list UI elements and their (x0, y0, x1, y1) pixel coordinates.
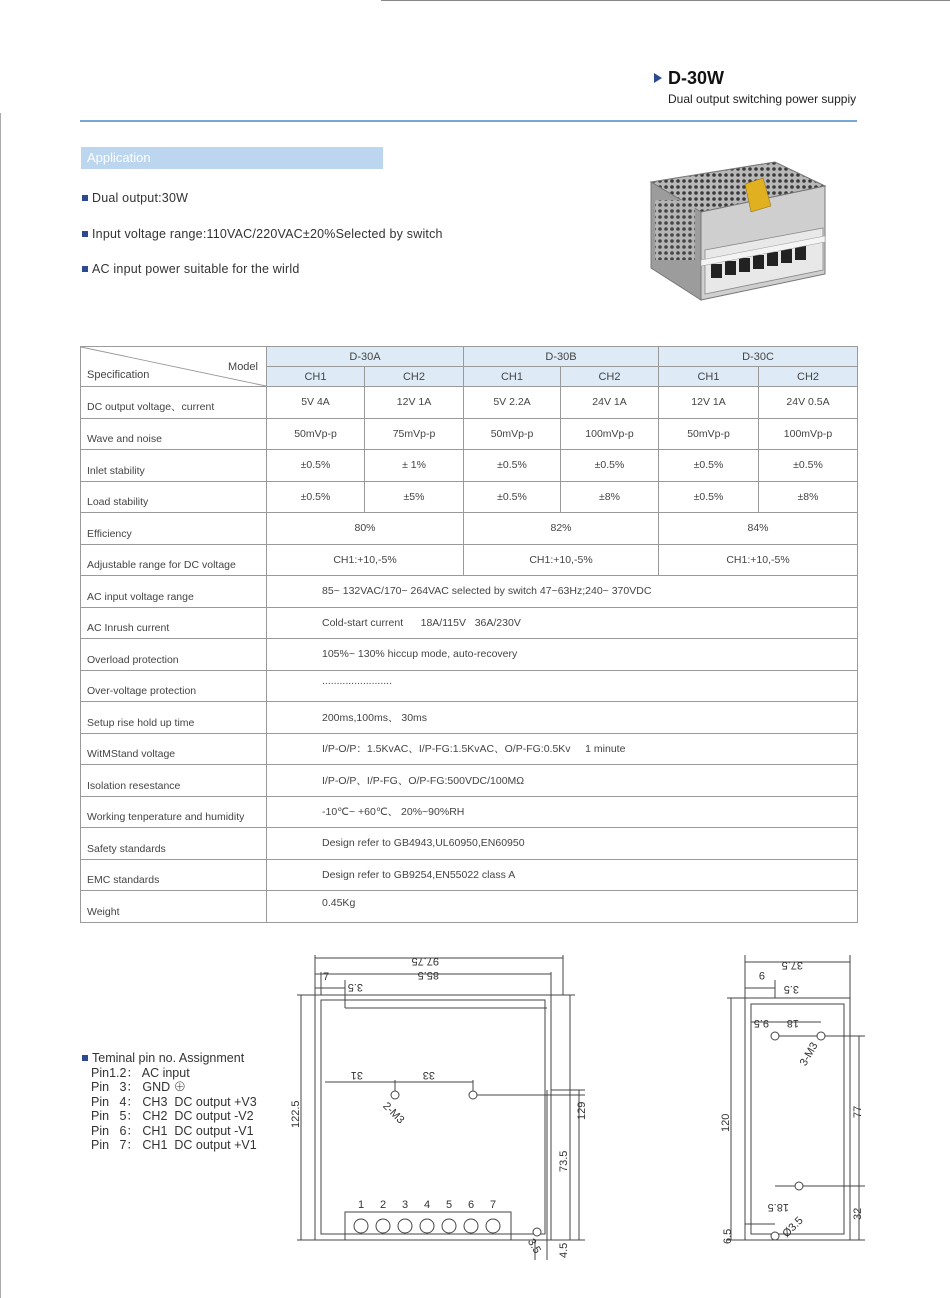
table-row (81, 576, 858, 608)
table-cell: 24V 1A (561, 387, 659, 419)
row-label: Adjustable range for DC voltage (81, 544, 267, 576)
row-label: Isolation resestance (81, 765, 267, 797)
terminal-number: 3 (402, 1199, 409, 1211)
table-row (81, 670, 858, 702)
dim-label: 37.5 (781, 959, 803, 971)
dim-label: 32 (852, 1207, 864, 1220)
dim-label: 7 (323, 971, 330, 983)
model-header: D-30C (659, 347, 858, 367)
title-triangle-icon (654, 73, 662, 83)
dim-label: 9.5 (753, 1017, 769, 1029)
model-header: D-30A (267, 347, 464, 367)
table-cell: 24V 0.5A (759, 387, 858, 419)
terminal-number: 6 (468, 1199, 475, 1211)
dim-label: 85.5 (417, 969, 439, 981)
table-row (81, 418, 858, 450)
table-cell: ±8% (759, 481, 858, 513)
dim-label: 77 (852, 1105, 864, 1118)
dim-label: 18.5 (767, 1201, 789, 1213)
row-label: Inlet stability (81, 450, 267, 482)
page-frame-top (381, 0, 950, 1)
application-bar (81, 147, 383, 169)
bullet-square-icon (82, 266, 88, 272)
dim-label: 18 (786, 1017, 799, 1029)
header-rule (80, 120, 857, 122)
bullet-item: AC input power suitable for the wirld (82, 262, 300, 276)
row-label: EMC standards (81, 859, 267, 891)
table-row (81, 859, 858, 891)
page-subtitle: Dual output switching power suppiy (668, 92, 857, 106)
table-cell: 50mVp-p (464, 418, 561, 450)
table-cell: ±0.5% (464, 481, 561, 513)
dim-label: 33 (422, 1069, 435, 1081)
terminal-number: 5 (446, 1199, 453, 1211)
table-cell: 50mVp-p (267, 418, 365, 450)
table-cell: 0.45Kg (267, 891, 858, 923)
table-cell: 200ms,100ms、 30ms (267, 702, 858, 734)
dim-label: Ø3.5 (780, 1214, 806, 1241)
row-label: Weight (81, 891, 267, 923)
pin-line: Pin 4： CH3 DC output +V3 (91, 1094, 257, 1109)
terminal-number: 7 (490, 1199, 497, 1211)
terminal-number: 4 (424, 1199, 431, 1211)
table-row (81, 733, 858, 765)
table-cell: CH1:+10,-5% (267, 544, 464, 576)
bullet-square-icon (82, 1055, 88, 1061)
side-mechanical-drawing (715, 950, 875, 1270)
table-cell: ±0.5% (267, 481, 365, 513)
table-cell: 85~ 132VAC/170~ 264VAC selected by switch 47~63Hz;240~ 370VDC (267, 576, 858, 608)
table-row (81, 481, 858, 513)
terminal-number: 2 (380, 1199, 387, 1211)
table-cell: Cold-start current 18A/115V 36A/230V (267, 607, 858, 639)
table-row (81, 702, 858, 734)
row-label: WitMStand voltage (81, 733, 267, 765)
table-row (81, 796, 858, 828)
table-cell: CH1:+10,-5% (464, 544, 659, 576)
dim-label: 3.5 (524, 1236, 543, 1256)
bullet-square-icon (82, 231, 88, 237)
pin-line: Pin 5： CH2 DC output -V2 (91, 1109, 254, 1123)
row-label: Overload protection (81, 639, 267, 671)
row-label: Safety standards (81, 828, 267, 860)
bullet-square-icon (82, 195, 88, 201)
row-label: Wave and noise (81, 418, 267, 450)
spec-header-corner (81, 347, 267, 387)
product-photo (645, 160, 827, 300)
table-cell: I/P-O/P：1.5KvAC、I/P-FG:1.5KvAC、O/P-FG:0.5Kv 1 minute (267, 733, 858, 765)
channel-header: CH1 (464, 367, 561, 387)
dim-label: 3.5 (347, 981, 363, 993)
terminal-number: 1 (358, 1199, 365, 1211)
table-cell: 84% (659, 513, 858, 545)
table-row (81, 765, 858, 797)
table-cell: 100mVp-p (759, 418, 858, 450)
dim-label: 129 (576, 1101, 588, 1120)
specification-label: Specification (87, 369, 150, 381)
terminal-pin-list (82, 1051, 257, 1153)
channel-header: CH1 (267, 367, 365, 387)
table-cell: ±0.5% (267, 450, 365, 482)
dim-label: 120 (720, 1113, 732, 1132)
table-cell: ±8% (561, 481, 659, 513)
spec-table (80, 346, 858, 923)
bullet-item: Dual output:30W (82, 191, 188, 205)
application-label: Application (87, 150, 151, 165)
dim-label: 3-M3 (797, 1040, 821, 1069)
channel-header: CH2 (561, 367, 659, 387)
table-cell: 12V 1A (659, 387, 759, 419)
table-cell: Design refer to GB4943,UL60950,EN60950 (267, 828, 858, 860)
dim-label: 31 (350, 1069, 363, 1081)
table-cell: ±0.5% (561, 450, 659, 482)
table-cell: 75mVp-p (365, 418, 464, 450)
page-frame-left (0, 113, 1, 1298)
pin-line: Pin1.2： AC input (91, 1065, 190, 1080)
table-cell: 105%~ 130% hiccup mode, auto-recovery (267, 639, 858, 671)
table-row (81, 513, 858, 545)
table-row (81, 387, 858, 419)
row-label: AC Inrush current (81, 607, 267, 639)
pin-line: Pin 7： CH1 DC output +V1 (91, 1138, 257, 1152)
table-row (81, 639, 858, 671)
table-cell: ±0.5% (659, 450, 759, 482)
table-cell: ± 1% (365, 450, 464, 482)
pin-line: Pin 6： CH1 DC output -V1 (91, 1123, 254, 1138)
front-mechanical-drawing (285, 950, 588, 1270)
model-label: Model (228, 361, 258, 373)
table-cell: 82% (464, 513, 659, 545)
table-cell: 5V 4A (267, 387, 365, 419)
dim-label: 97.75 (411, 955, 439, 967)
table-cell: -10℃~ +60℃、 20%~90%RH (267, 796, 858, 828)
row-label: Working tenperature and humidity (81, 796, 267, 828)
table-cell: 5V 2.2A (464, 387, 561, 419)
row-label: Over-voltage protection (81, 670, 267, 702)
dim-label: 122.5 (290, 1100, 302, 1128)
bullet-item: Input voltage range:110VAC/220VAC±20%Selected by switch (82, 227, 443, 241)
table-cell: Design refer to GB9254,EN55022 class A (267, 859, 858, 891)
row-label: Efficiency (81, 513, 267, 545)
table-cell: 12V 1A (365, 387, 464, 419)
table-cell: ........................ (267, 670, 858, 702)
channel-header: CH2 (759, 367, 858, 387)
dim-label: 3.5 (783, 983, 799, 995)
table-cell: 50mVp-p (659, 418, 759, 450)
page-title: D-30W (668, 68, 725, 88)
channel-header: CH2 (365, 367, 464, 387)
dim-label: 6.5 (722, 1228, 734, 1244)
row-label: Load stability (81, 481, 267, 513)
table-cell: CH1:+10,-5% (659, 544, 858, 576)
table-cell: 80% (267, 513, 464, 545)
table-cell: I/P-O/P、I/P-FG、O/P-FG:500VDC/100MΩ (267, 765, 858, 797)
table-row (81, 891, 858, 923)
table-cell: ±0.5% (464, 450, 561, 482)
row-label: Setup rise hold up time (81, 702, 267, 734)
dim-label: 2-M3 (380, 1100, 407, 1127)
model-header: D-30B (464, 347, 659, 367)
dim-label: 9 (758, 969, 765, 981)
dim-label: 4.5 (558, 1242, 570, 1258)
pin-line: Pin 3： GND ⊕ (91, 1080, 187, 1094)
table-row (81, 828, 858, 860)
table-row (81, 450, 858, 482)
table-cell: ±5% (365, 481, 464, 513)
row-label: AC input voltage range (81, 576, 267, 608)
table-cell: ±0.5% (759, 450, 858, 482)
table-row (81, 544, 858, 576)
terminal-title: Teminal pin no. Assignment (82, 1051, 257, 1066)
dim-label: 73.5 (558, 1150, 570, 1172)
table-cell: ±0.5% (659, 481, 759, 513)
channel-header: CH1 (659, 367, 759, 387)
row-label: DC output voltage、current (81, 387, 267, 419)
table-cell: 100mVp-p (561, 418, 659, 450)
table-row (81, 607, 858, 639)
